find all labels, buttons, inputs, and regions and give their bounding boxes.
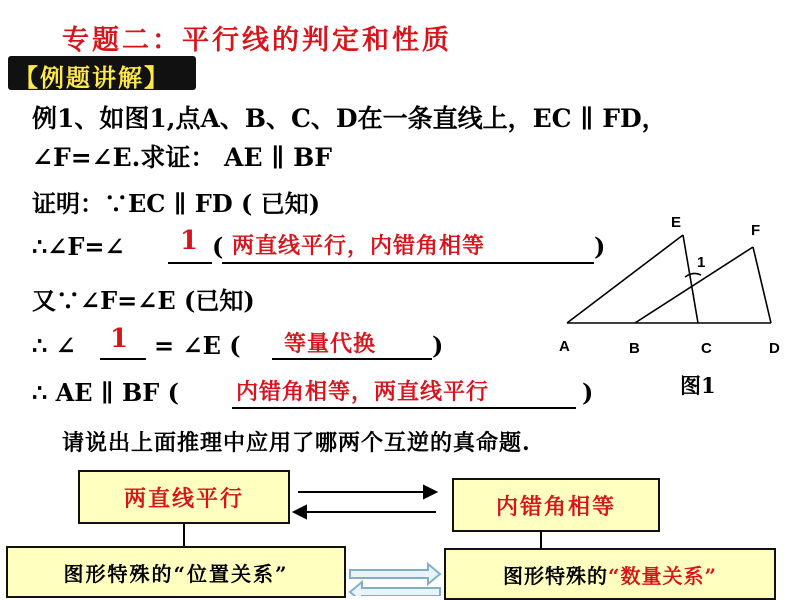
label-d: D (769, 340, 780, 357)
box-quantity-prefix: 图形特殊的 (502, 563, 608, 588)
label-e: E (671, 214, 682, 231)
segment-ae (567, 235, 683, 323)
proof-line-5-close: ) (582, 378, 594, 407)
box-quantity-highlight: “数量关系” (607, 563, 717, 588)
proof-line-4-prefix: ∴ ∠ (32, 331, 76, 360)
box-position-relation-label: 图形特殊的“位置关系” (63, 561, 289, 586)
blank-angle-2 (100, 358, 146, 360)
proof-line-5 (32, 378, 179, 407)
question-text: 请说出上面推理中应用了哪两个互逆的真命题. (62, 430, 531, 456)
reason-2: 等量代换 (284, 331, 377, 357)
arrow-right-head (424, 486, 436, 498)
blank-reason-2 (272, 358, 432, 360)
proof-line-2-prefix: ∴∠F=∠ (32, 232, 125, 261)
proof-line-4-mid: = ∠E ( (154, 331, 241, 360)
proof-line-4-close: ) (432, 331, 444, 360)
proof-line-5-prefix: ∴ AE ∥ BF ( (32, 378, 179, 407)
label-angle-1: 1 (697, 254, 706, 271)
section-badge-label: 【例题讲解】 (14, 63, 170, 92)
figure-caption: 图1 (680, 373, 716, 398)
arrow-left-head (294, 506, 306, 518)
proof-line-2-open: ( (212, 232, 224, 261)
answer-angle-2: 1 (110, 324, 130, 354)
answer-angle-1: 1 (180, 226, 200, 256)
blank-angle-1 (168, 262, 212, 264)
connector-layer (0, 460, 794, 596)
reason-3: 内错角相等，两直线平行 (236, 379, 490, 405)
blank-reason-3 (232, 407, 576, 409)
label-b: B (629, 340, 640, 357)
segment-ec (683, 235, 698, 323)
label-a: A (559, 338, 570, 355)
hollow-arrow-left (350, 582, 440, 596)
proof-line-3: 又∵∠F=∠E (已知) (32, 286, 255, 315)
proof-line-2-close: ) (594, 232, 606, 261)
reason-1: 两直线平行，内错角相等 (232, 233, 486, 259)
angle-1-arc (685, 273, 701, 277)
hollow-arrow-right (350, 564, 440, 584)
label-f: F (751, 222, 761, 239)
geometry-figure (555, 205, 790, 365)
blank-reason-1 (222, 262, 594, 264)
problem-line-1: 例1、如图1,点A、B、C、D在一条直线上，EC ∥ FD， (32, 104, 667, 133)
proof-line-4 (32, 331, 76, 360)
segment-fd (753, 247, 771, 323)
box-parallel-lines-label: 两直线平行 (123, 485, 244, 512)
label-c: C (701, 340, 712, 357)
proof-line-2 (32, 232, 125, 261)
page-title: 专题二：平行线的判定和性质 (62, 25, 452, 56)
problem-line-2: ∠F=∠E.求证： AE ∥ BF (32, 143, 333, 172)
proof-line-1: 证明：∵EC ∥ FD ( 已知) (32, 189, 321, 218)
box-alternate-angles-label: 内错角相等 (495, 493, 616, 520)
section-badge (8, 56, 196, 90)
